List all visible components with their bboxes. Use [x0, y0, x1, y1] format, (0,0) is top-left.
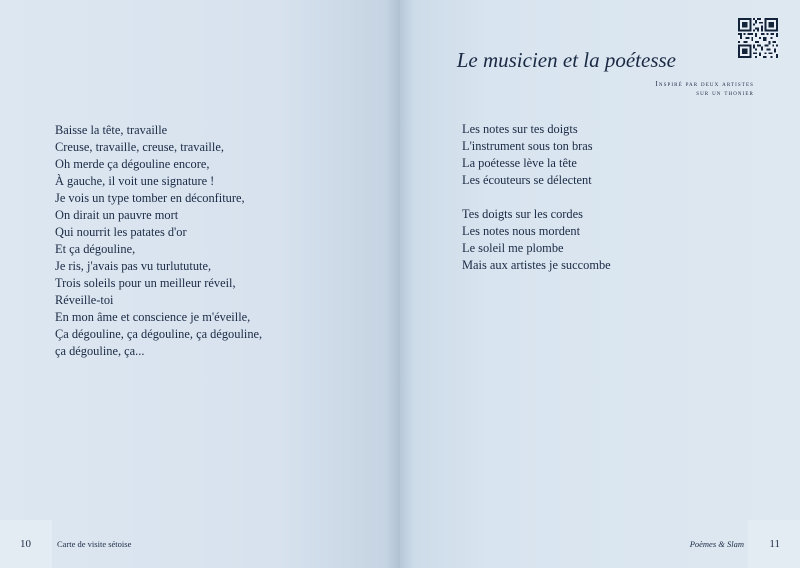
poem-line: Je ris, j'avais pas vu turlututute,	[55, 259, 212, 273]
stanza-2	[462, 206, 611, 274]
poem-line: Ça dégouline, ça dégouline, ça dégouline,	[55, 327, 263, 341]
left-poem	[55, 122, 262, 360]
stanza-1	[462, 121, 593, 189]
poem-line: Et ça dégouline,	[55, 242, 136, 256]
poem-line: Baisse la tête, travaille	[55, 123, 168, 137]
qr-code-icon	[738, 18, 778, 58]
poem-line: Réveille-toi	[55, 293, 114, 307]
poem-subtitle	[656, 80, 755, 98]
poem-line: Le soleil me plombe	[462, 241, 564, 255]
running-title-left: Carte de visite sétoise	[57, 539, 132, 549]
poem-line: Tes doigts sur les cordes	[462, 207, 583, 221]
poem-line: Oh merde ça dégouline encore,	[55, 157, 210, 171]
poem-line: Je vois un type tomber en déconfiture,	[55, 191, 245, 205]
poem-line: Creuse, travaille, creuse, travaille,	[55, 140, 224, 154]
right-page	[400, 0, 800, 568]
page-number-left: 10	[20, 538, 31, 550]
poem-title: Le musicien et la poétesse	[456, 48, 676, 72]
poem-line: Mais aux artistes je succombe	[462, 258, 611, 272]
poem-line: ça dégouline, ça...	[55, 344, 145, 358]
poem-line: Qui nourrit les patates d'or	[55, 225, 187, 239]
poem-line: À gauche, il voit une signature !	[55, 174, 215, 188]
poem-line: Les notes nous mordent	[462, 224, 581, 238]
subtitle-line: Inspiré par deux artistes	[655, 80, 754, 88]
poem-line: Les notes sur tes doigts	[462, 122, 578, 136]
poem-line: Trois soleils pour un meilleur réveil,	[55, 276, 236, 290]
poem-line: En mon âme et conscience je m'éveille,	[55, 310, 251, 324]
running-title-right: Poèmes & Slam	[689, 539, 744, 549]
poem-line: Les écouteurs se délectent	[462, 173, 592, 187]
page-number-right: 11	[769, 538, 780, 550]
poem-line: L'instrument sous ton bras	[462, 139, 593, 153]
poem-line: On dirait un pauvre mort	[55, 208, 179, 222]
poem-line: La poétesse lève la tête	[462, 156, 577, 170]
subtitle-line: sur un thonier	[696, 89, 754, 97]
